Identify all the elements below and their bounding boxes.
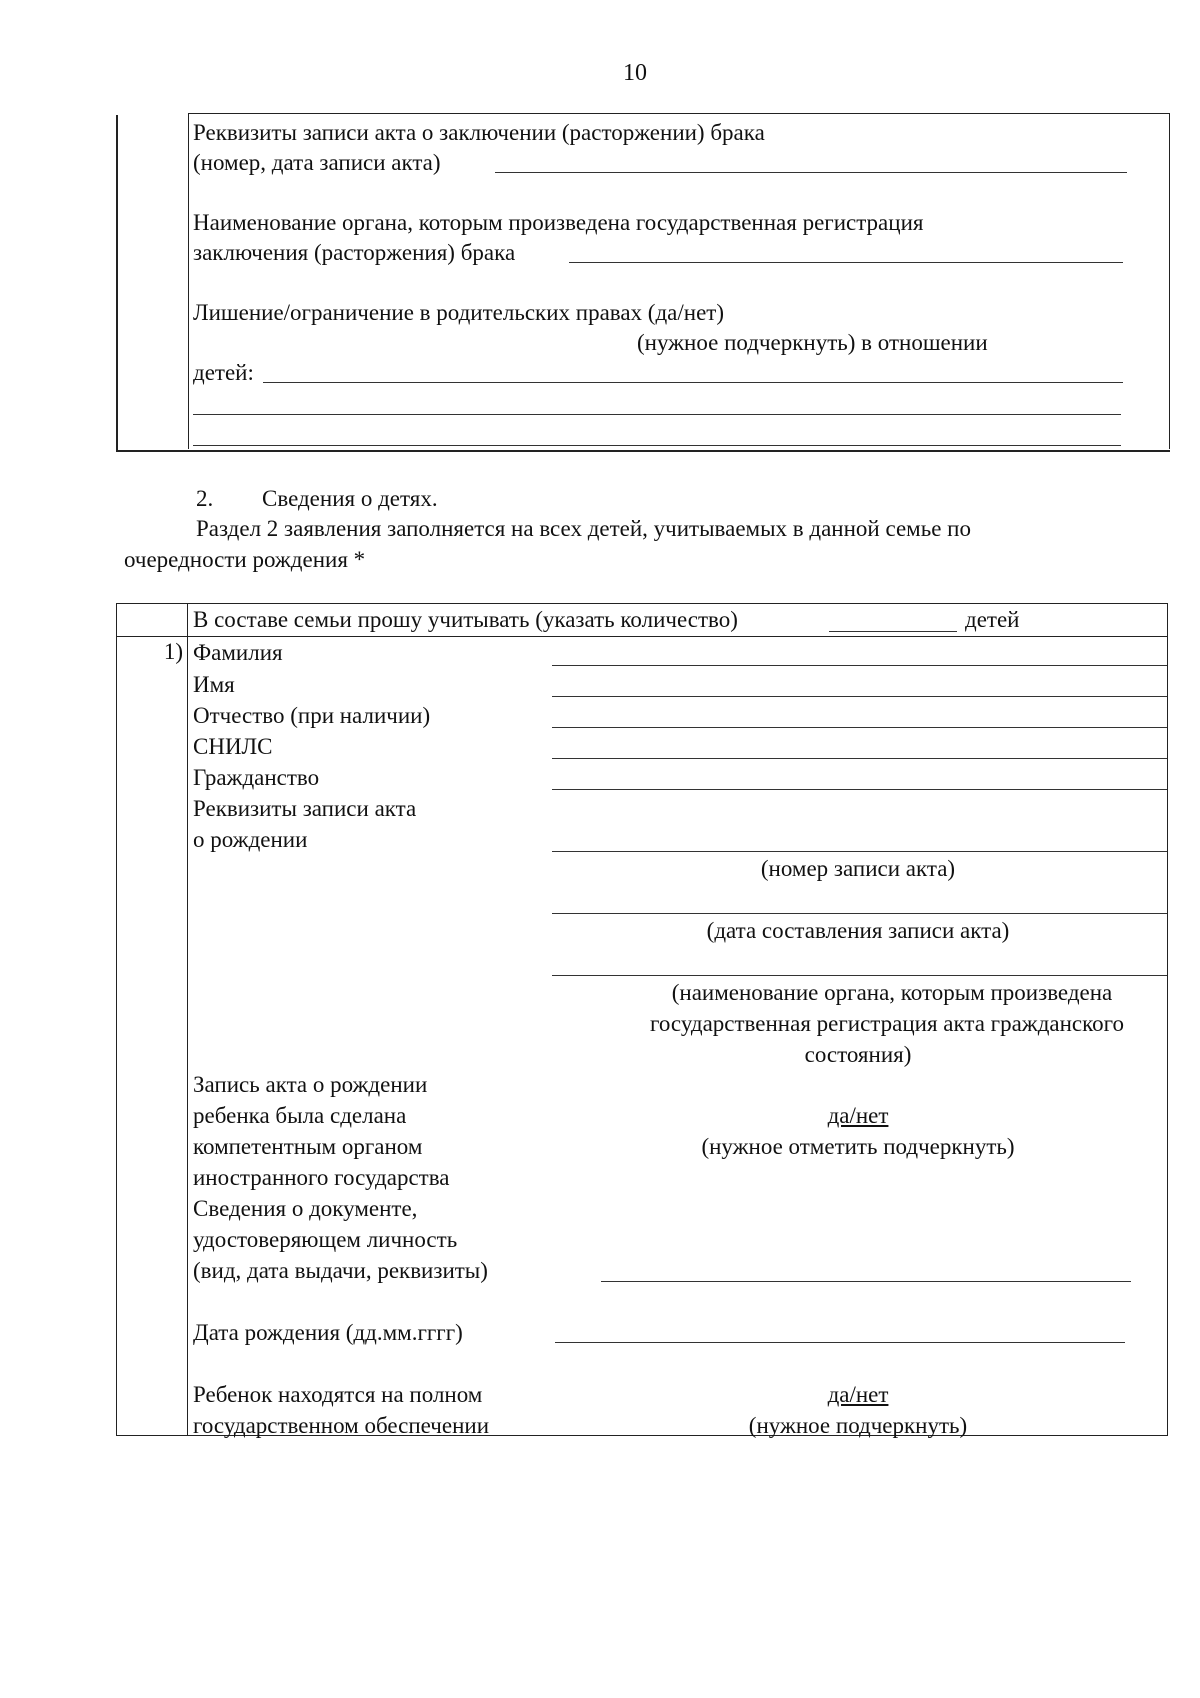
act-requisites-field[interactable]	[495, 172, 1127, 173]
act-requisites-sublabel: (номер, дата записи акта)	[193, 150, 441, 175]
section-title: Сведения о детях.	[262, 486, 438, 511]
children-table	[116, 603, 1168, 1436]
birth-act-label: Реквизиты записи акта	[193, 796, 417, 821]
patronymic-label: Отчество (при наличии)	[193, 703, 431, 728]
name-label: Имя	[193, 672, 235, 697]
state-support-label-1: Ребенок находятся на полном	[193, 1382, 483, 1407]
act-requisites-label: Реквизиты записи акта о заключении (расторжении) брака	[193, 120, 765, 145]
organ-label: Наименование органа, которым произведена государственная регистрация	[193, 210, 924, 235]
snils-field[interactable]	[552, 758, 1167, 759]
deprivation-hint: (нужное подчеркнуть) в отношении	[637, 330, 988, 355]
surname-field[interactable]	[552, 665, 1167, 666]
section-number: 2.	[196, 486, 214, 511]
children-count-suffix: детей	[965, 607, 1020, 632]
deprivation-label: Лишение/ограничение в родительских правах (да/нет)	[193, 300, 724, 325]
act-number-hint: (номер записи акта)	[760, 856, 956, 881]
foreign-record-label-1: Запись акта о рождении	[193, 1072, 428, 1097]
id-doc-label-3: (вид, дата выдачи, реквизиты)	[193, 1258, 488, 1283]
act-number-field[interactable]	[552, 851, 1167, 852]
marriage-block-cell	[188, 113, 1170, 449]
organ-sublabel: заключения (расторжения) брака	[193, 240, 516, 265]
state-support-hint: (нужное подчеркнуть)	[748, 1413, 968, 1438]
state-support-yes-no[interactable]: да/нет	[827, 1382, 889, 1407]
foreign-record-yes-no[interactable]: да/нет	[827, 1103, 889, 1128]
children-count-label: В составе семьи прошу учитывать (указать количество)	[193, 607, 738, 632]
children-count-field[interactable]	[829, 631, 957, 632]
state-support-label-2: государственном обеспечении	[193, 1413, 490, 1438]
section-description-line-1: Раздел 2 заявления заполняется на всех детей, учитываемых в данной семье по	[196, 516, 971, 541]
birth-date-label: Дата рождения (дд.мм.гггг)	[193, 1320, 463, 1345]
page-number: 10	[623, 60, 647, 86]
section-heading	[196, 484, 438, 514]
birth-date-field[interactable]	[555, 1342, 1125, 1343]
patronymic-field[interactable]	[552, 727, 1167, 728]
act-organ-hint-line-2: государственная регистрация акта гражданского	[650, 1011, 1124, 1036]
children-field-line-3[interactable]	[193, 445, 1121, 446]
name-field[interactable]	[552, 696, 1167, 697]
section-description-line-2: очередности рождения *	[124, 547, 366, 572]
act-date-hint: (дата составления записи акта)	[706, 918, 1010, 943]
citizenship-label: Гражданство	[193, 765, 320, 790]
act-date-field[interactable]	[552, 913, 1167, 914]
organ-field[interactable]	[569, 262, 1123, 263]
act-organ-hint-line-1: (наименование органа, которым произведена	[671, 980, 1113, 1005]
header-separator	[117, 636, 1167, 637]
foreign-record-label-4: иностранного государства	[193, 1165, 450, 1190]
id-doc-label-2: удостоверяющем личность	[193, 1227, 458, 1252]
column-separator	[187, 604, 188, 1435]
foreign-record-label-2: ребенка была сделана	[193, 1103, 407, 1128]
marriage-block	[116, 115, 1170, 452]
id-doc-label-1: Сведения о документе,	[193, 1196, 418, 1221]
foreign-record-label-3: компетентным органом	[193, 1134, 423, 1159]
act-organ-field[interactable]	[552, 975, 1167, 976]
surname-label: Фамилия	[193, 640, 283, 665]
row-number: 1)	[163, 639, 183, 664]
id-doc-field[interactable]	[601, 1281, 1131, 1282]
children-field-line-1[interactable]	[263, 382, 1123, 383]
snils-label: СНИЛС	[193, 734, 273, 759]
foreign-record-hint: (нужное отметить подчеркнуть)	[701, 1134, 1015, 1159]
children-field-line-2[interactable]	[193, 414, 1121, 415]
birth-act-sublabel: о рождении	[193, 827, 308, 852]
citizenship-field[interactable]	[552, 789, 1167, 790]
children-label: детей:	[193, 360, 254, 385]
act-organ-hint-line-3: состояния)	[804, 1042, 912, 1067]
